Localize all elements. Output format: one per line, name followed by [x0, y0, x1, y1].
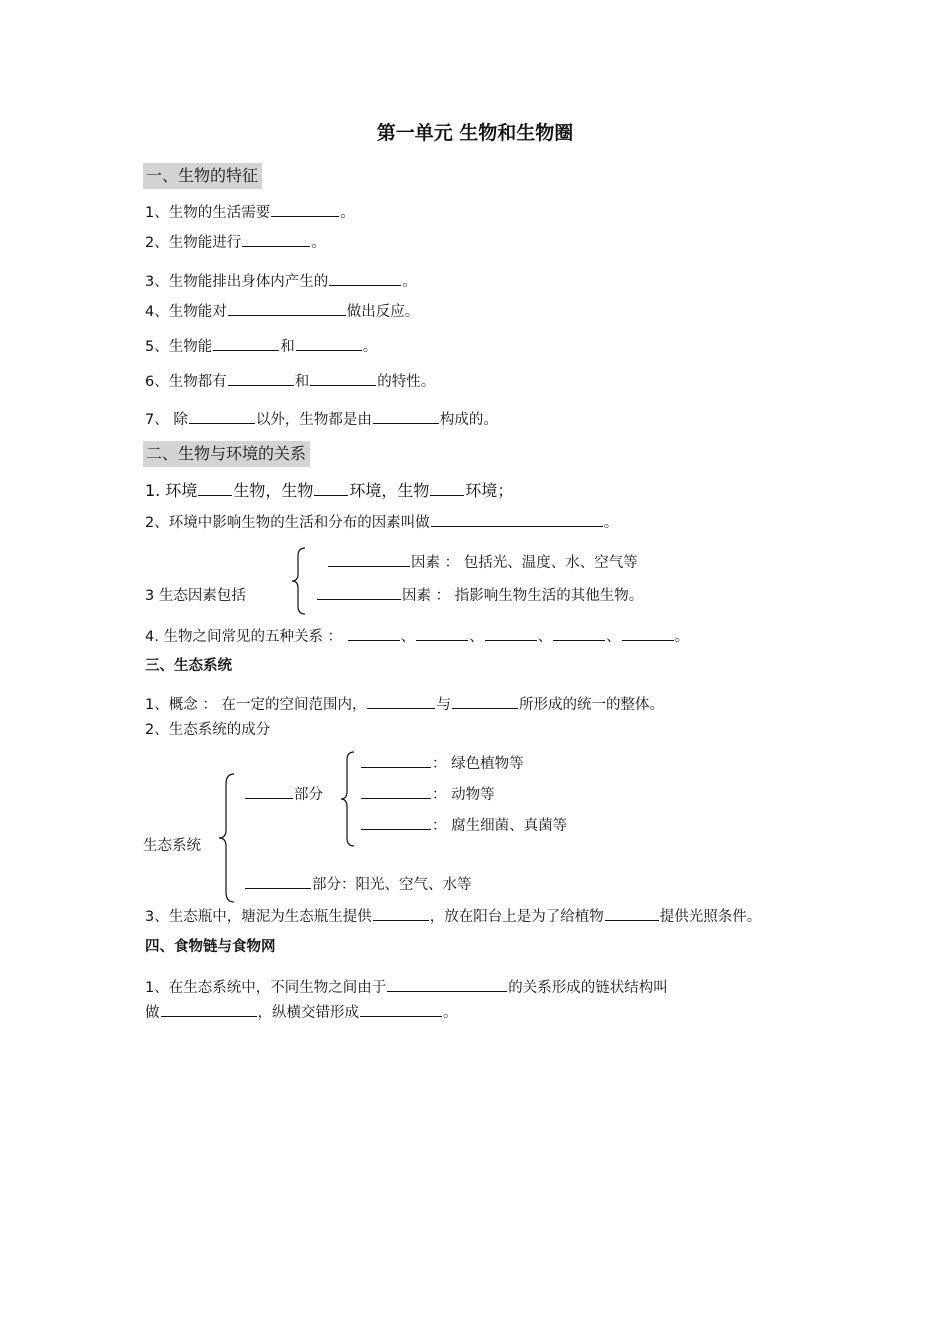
text: 构成的。	[439, 412, 498, 428]
s2-question-2	[145, 511, 618, 533]
answer-blank	[373, 408, 439, 424]
s1-question-2	[145, 231, 326, 253]
answer-blank	[387, 976, 507, 992]
answer-blank	[361, 752, 431, 768]
answer-blank	[296, 335, 362, 351]
s1-question-4	[145, 300, 419, 322]
eco-row-decomposer	[360, 814, 567, 836]
s1-question-6	[145, 370, 435, 392]
s3-question-3	[145, 905, 761, 927]
text: 3、生态瓶中，塘泥为生态瓶生提供	[145, 909, 372, 925]
text: ，纵横交错形成	[257, 1005, 359, 1021]
answer-blank	[314, 480, 348, 496]
text: 。	[402, 274, 417, 290]
answer-blank	[431, 511, 603, 527]
left-brace-icon	[338, 750, 358, 848]
text: 的关系形成的链状结构叫	[508, 980, 668, 996]
text: 3、生物能排出身体内产生的	[145, 274, 329, 290]
answer-blank	[329, 270, 401, 286]
s1-question-5	[145, 335, 377, 357]
answer-blank	[245, 873, 311, 889]
text: 。	[443, 1005, 458, 1021]
answer-blank	[430, 480, 464, 496]
answer-blank	[605, 905, 659, 921]
answer-blank	[485, 625, 537, 641]
answer-blank	[228, 300, 346, 316]
answer-blank	[452, 693, 518, 709]
text: 和	[280, 339, 295, 355]
eco-row-consumer	[360, 783, 495, 805]
text: 1、概念 ： 在一定的空间范围内，	[145, 697, 367, 713]
s2-factors-label: 3 生态因素包括	[145, 588, 246, 604]
section-heading-3: 三、生态系统	[145, 658, 232, 674]
text: 与	[436, 697, 451, 713]
answer-blank	[416, 625, 468, 641]
answer-blank	[373, 905, 429, 921]
answer-blank	[361, 814, 431, 830]
answer-blank	[361, 783, 431, 799]
left-brace-icon	[216, 772, 238, 904]
text: 2、环境中影响生物的生活和分布的因素叫做	[145, 515, 430, 531]
s3-question-1	[145, 693, 664, 715]
answer-blank	[242, 231, 310, 247]
section-heading-4: 四、食物链与食物网	[145, 939, 276, 955]
answer-blank	[310, 370, 376, 386]
text: 。	[340, 205, 355, 221]
s2-factor-row-1	[327, 551, 638, 573]
text: 所形成的统一的整体。	[518, 697, 664, 713]
section-heading-2: 二、生物与环境的关系	[143, 441, 310, 467]
text: 部分：阳光、空气、水等	[312, 877, 472, 893]
text: 4. 生物之间常见的五种关系 ：	[145, 629, 343, 645]
text: 生物，生物	[233, 481, 314, 500]
text: 环境；	[465, 481, 514, 500]
text: 和	[294, 374, 310, 390]
text: 因素 ： 指影响生物生活的其他生物。	[402, 588, 644, 604]
answer-blank	[245, 783, 293, 799]
answer-blank	[213, 335, 279, 351]
text: 4、生物能对	[145, 304, 227, 320]
s4-question-1-line-1	[145, 976, 668, 998]
answer-blank	[198, 480, 232, 496]
text: 做出反应。	[346, 304, 420, 320]
text: 以外，生物都是由	[255, 412, 372, 428]
abiotic-part	[244, 873, 472, 895]
text: 7、 除	[145, 412, 188, 428]
text: 。	[362, 339, 378, 355]
s3-question-2: 2、生态系统的成分	[145, 722, 271, 738]
answer-blank	[189, 408, 255, 424]
text: 2、生物能进行	[145, 235, 242, 251]
section-heading-1: 一、生物的特征	[143, 163, 262, 189]
text: 环境，生物	[349, 481, 430, 500]
text: 、	[606, 629, 621, 645]
text: 1. 环境	[145, 481, 198, 500]
text: 1、生物的生活需要	[145, 205, 271, 221]
text: 1、在生态系统中，不同生物之间由于	[145, 980, 387, 996]
text: 6、生物都有	[145, 374, 227, 390]
answer-blank	[622, 625, 674, 641]
text: ： 动物等	[432, 787, 495, 803]
biotic-part	[244, 783, 323, 805]
text: 因素 ： 包括光、温度、水、空气等	[411, 555, 638, 571]
text: 。	[674, 629, 690, 645]
text: 。	[311, 235, 326, 251]
s2-factor-row-2	[316, 584, 643, 606]
text: ： 绿色植物等	[432, 756, 524, 772]
left-brace-icon	[289, 546, 309, 616]
text: 提供光照条件。	[659, 909, 762, 925]
answer-blank	[317, 584, 401, 600]
s2-question-4	[145, 625, 689, 647]
s1-question-1	[145, 201, 355, 223]
answer-blank	[271, 201, 339, 217]
text: 的特性。	[377, 374, 436, 390]
answer-blank	[367, 693, 435, 709]
answer-blank	[348, 625, 400, 641]
s1-question-7	[145, 408, 498, 430]
answer-blank	[360, 1001, 442, 1017]
answer-blank	[328, 551, 410, 567]
eco-row-producer	[360, 752, 524, 774]
text: 5、生物能	[145, 339, 213, 355]
s4-question-1-line-2	[145, 1001, 458, 1023]
text: 部分	[294, 787, 323, 803]
text: ： 腐生细菌、真菌等	[432, 818, 568, 834]
text: 、	[537, 629, 553, 645]
text: 做	[145, 1005, 160, 1021]
page-title: 第一单元 生物和生物圈	[376, 122, 574, 144]
text: 。	[603, 515, 619, 531]
answer-blank	[553, 625, 605, 641]
answer-blank	[161, 1001, 257, 1017]
ecosystem-label: 生态系统	[143, 838, 201, 854]
text: 、	[400, 629, 416, 645]
s1-question-3	[145, 270, 417, 292]
answer-blank	[228, 370, 294, 386]
text: ，放在阳台上是为了给植物	[429, 909, 604, 925]
s2-question-1	[145, 480, 513, 502]
text: 、	[469, 629, 484, 645]
